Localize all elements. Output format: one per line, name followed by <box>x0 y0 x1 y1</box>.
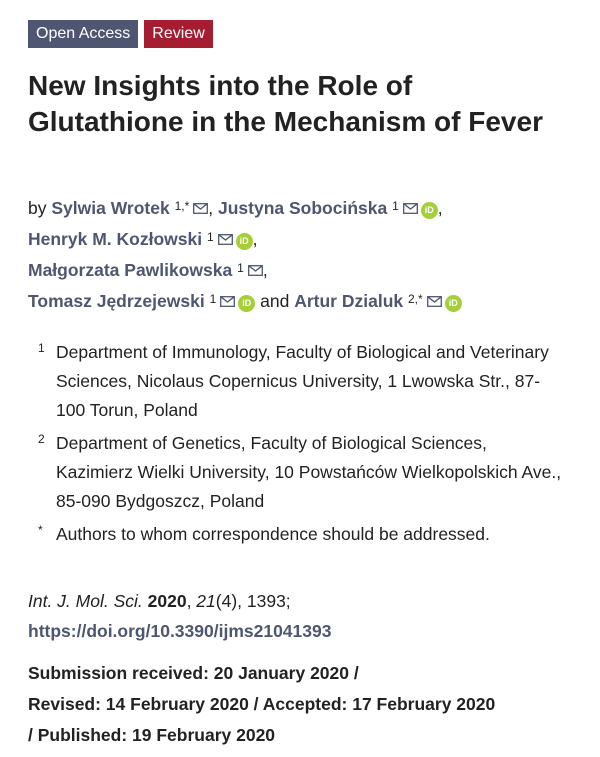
affiliation-number: 2 <box>38 432 45 446</box>
author-affil-sup: 1 <box>237 261 244 275</box>
affiliation-number: 1 <box>38 341 45 355</box>
orcid-icon[interactable]: iD <box>238 295 255 312</box>
mail-icon[interactable] <box>220 296 235 307</box>
affiliation-text: Department of Genetics, Faculty of Biological Sciences, Kazimierz Wielki University, 10 Powstańców Wielkopolskich Ave., 85-090 Bydgoszcz, Poland <box>56 433 562 511</box>
doi-link[interactable]: https://doi.org/10.3390/ijms21041393 <box>28 621 332 641</box>
author-affil-sup: 2,* <box>408 292 423 306</box>
mail-icon[interactable] <box>248 265 263 276</box>
citation-issue: (4) <box>215 591 238 611</box>
journal-name: Int. J. Mol. Sci. <box>28 591 143 611</box>
mail-icon[interactable] <box>403 203 418 214</box>
citation-year: 2020 <box>147 591 187 611</box>
citation-article: , 1393; <box>237 591 291 611</box>
publication-dates <box>28 658 588 751</box>
affiliation-text: Department of Immunology, Faculty of Biological and Veterinary Sciences, Nicolaus Copernicus University, 1 Lwowska Str., 87-100 Torun, Poland <box>56 342 549 420</box>
open-access-badge[interactable]: Open Access <box>28 20 138 48</box>
author-link[interactable]: Sylwia Wrotek <box>51 198 170 218</box>
affiliation-number: * <box>38 523 43 537</box>
author-link[interactable]: Justyna Sobocińska <box>218 198 388 218</box>
affiliation-item <box>38 429 568 516</box>
date-revised-accepted: Revised: 14 February 2020 / Accepted: 17 February 2020 <box>28 694 496 714</box>
author-link[interactable]: Małgorzata Pawlikowska <box>28 260 233 280</box>
author-link[interactable]: Artur Dzialuk <box>294 291 404 311</box>
orcid-icon[interactable]: iD <box>236 233 253 250</box>
mail-icon[interactable] <box>427 296 442 307</box>
author-list: by Sylwia Wrotek $^{1,*}$ , Justyna Sobocińska $^1$ iD , Henryk M. Kozłowski $^1$ iD , Małgorzata Pawlikowska $^1$ , Tomasz Jędrzejewski $^1$ iD and Artur Dzialuk $^{2,*}$ iD <box>28 193 588 317</box>
date-published: / Published: 19 February 2020 <box>28 725 276 745</box>
affiliation-text: Authors to whom correspondence should be addressed. <box>56 524 490 544</box>
citation: Int. J. Mol. Sci. 2020, 21(4), 1393; https://doi.org/10.3390/ijms21041393 <box>28 591 332 641</box>
mail-icon[interactable] <box>193 203 208 214</box>
date-received: Submission received: 20 January 2020 / <box>28 663 359 683</box>
orcid-icon[interactable]: iD <box>445 295 462 312</box>
badge-row <box>28 20 213 48</box>
mail-icon[interactable] <box>218 234 233 245</box>
article-title: New Insights into the Role of Glutathione in the Mechanism of Fever <box>28 70 543 137</box>
citation-volume: 21 <box>196 591 216 611</box>
author-affil-sup: 1 <box>209 292 217 306</box>
affiliation-item <box>38 520 568 549</box>
author-link[interactable]: Tomasz Jędrzejewski <box>28 291 205 311</box>
author-affil-sup: 1 <box>392 199 399 213</box>
and-label: and <box>260 291 290 311</box>
affiliation-item <box>38 338 568 425</box>
review-badge[interactable]: Review <box>144 20 212 48</box>
by-label: by <box>28 198 47 218</box>
author-affil-sup: 1 <box>206 230 214 244</box>
orcid-icon[interactable]: iD <box>421 202 438 219</box>
author-affil-sup: 1,* <box>174 199 190 213</box>
affiliation-list <box>38 338 568 553</box>
author-link[interactable]: Henryk M. Kozłowski <box>28 229 203 249</box>
